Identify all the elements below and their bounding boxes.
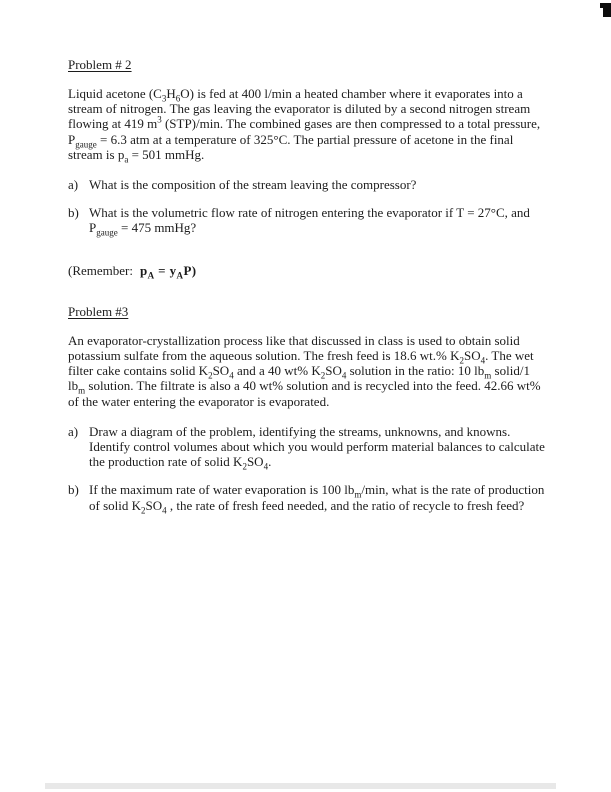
problem-3-part-b-text: If the maximum rate of water evaporation is 100 $lb_m/\min$, what is the rate of production of solid $K_2SO_4$ , the rate of fresh feed needed, and the ratio of recycle to fresh feed? [89,482,545,516]
problem-3-part-a [68,424,546,470]
problem-3-intro-paragraph: An evaporator-crystallization process like that discussed in class is used to obtain solid potassium sulfate from the aqueous solution. The fresh feed is 18.6 wt.% $K_2SO_4$. The wet filter cake contains solid $K_2SO_4$ and a 40 wt% $K_2SO_4$ solution in the ratio: 10 $lb_m$ solid/1 $lb_m$ solution. The filtrate is also a 40 wt% solution and is recycled into the feed. 42.66 wt% of the water entering the evaporator is evaporated. [68,332,541,409]
problem-3-part-a-text: Draw a diagram of the problem, identifying the streams, unknowns, and knowns. Identify control volumes about which you would perform material balances to calculate the production rate of solid $K_2SO_4$. [89,423,545,472]
problem-2-intro-paragraph: Liquid acetone $(C_3H_6O)$ is fed at 400 l/min a heated chamber where it evaporates into a stream of nitrogen. The gas leaving the evaporator is diluted by a second nitrogen stream flowing at 419 $m^3$ (STP)/min. The combined gases are then compressed to a total pressure, $P_{gauge} = 6.3$ atm at a temperature of 325°C. The partial pressure of acetone in the final stream is $p_a = 501$ mmHg. [68,86,541,165]
problem-2-section [68,57,546,281]
problem-3-part-b-label: b) [68,482,79,498]
reminder-equation: $p_A = y_AP$) [139,262,197,281]
problem-2-part-a-text: What is the composition of the stream leaving the compressor? [89,177,417,193]
problem-3-section [68,303,546,516]
problem-3-part-b [68,482,546,516]
problem-2-part-b-text: What is the volumetric flow rate of nitrogen entering the evaporator if T = 27°C, and $P_{gauge} = 475$ mmHg? [89,205,530,239]
problem-2-title: Problem # 2 [68,57,132,72]
scan-bottom-edge-artifact [45,783,556,789]
problem-2-reminder-note [68,262,546,281]
scan-corner-artifact [603,3,611,17]
problem-2-part-b [68,205,546,239]
document-content [68,57,546,516]
problem-2-part-b-label: b) [68,205,79,221]
problem-3-title: Problem #3 [68,303,129,319]
reminder-prefix: (Remember: [68,262,133,278]
problem-2-part-a-label: a) [68,177,79,193]
problem-3-part-a-label: a) [68,423,79,439]
problem-2-part-a [68,177,546,192]
